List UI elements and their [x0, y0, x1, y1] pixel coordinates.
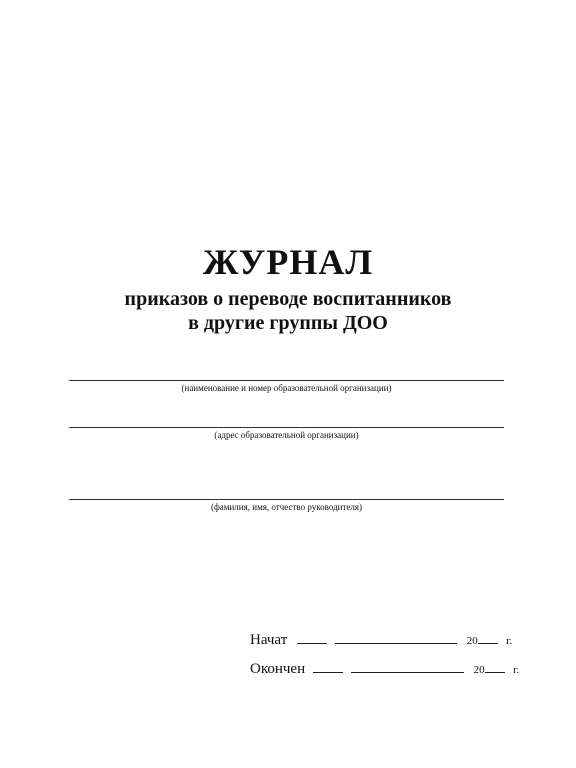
ended-year-blank — [485, 659, 505, 673]
started-label: Начат — [250, 632, 288, 648]
ended-label: Окончен — [250, 661, 306, 677]
journal-subtitle-line-1: приказов о переводе воспитанников — [124, 288, 452, 310]
started-year-prefix: 20 — [466, 635, 478, 647]
head-fullname-caption: (фамилия, имя, отчество руководителя) — [210, 502, 363, 512]
started-day-blank — [297, 630, 327, 644]
organization-name-caption: (наименование и номер образовательной организации) — [181, 383, 392, 393]
ended-date-row — [250, 659, 519, 679]
ended-year-suffix: г. — [513, 664, 520, 676]
started-year-suffix: г. — [506, 635, 513, 647]
organization-address-caption: (адрес образовательной организации) — [214, 430, 359, 440]
ended-day-blank — [313, 659, 343, 673]
started-year-blank — [478, 630, 498, 644]
started-month-blank — [335, 630, 457, 644]
ended-year-prefix: 20 — [473, 664, 485, 676]
head-fullname-line — [69, 499, 504, 500]
journal-title: ЖУРНАЛ — [202, 242, 374, 282]
journal-subtitle-line-2: в другие группы ДОО — [188, 312, 388, 334]
organization-name-line — [69, 380, 504, 381]
organization-address-line — [69, 427, 504, 428]
ended-month-blank — [351, 659, 464, 673]
started-date-row — [250, 630, 512, 650]
